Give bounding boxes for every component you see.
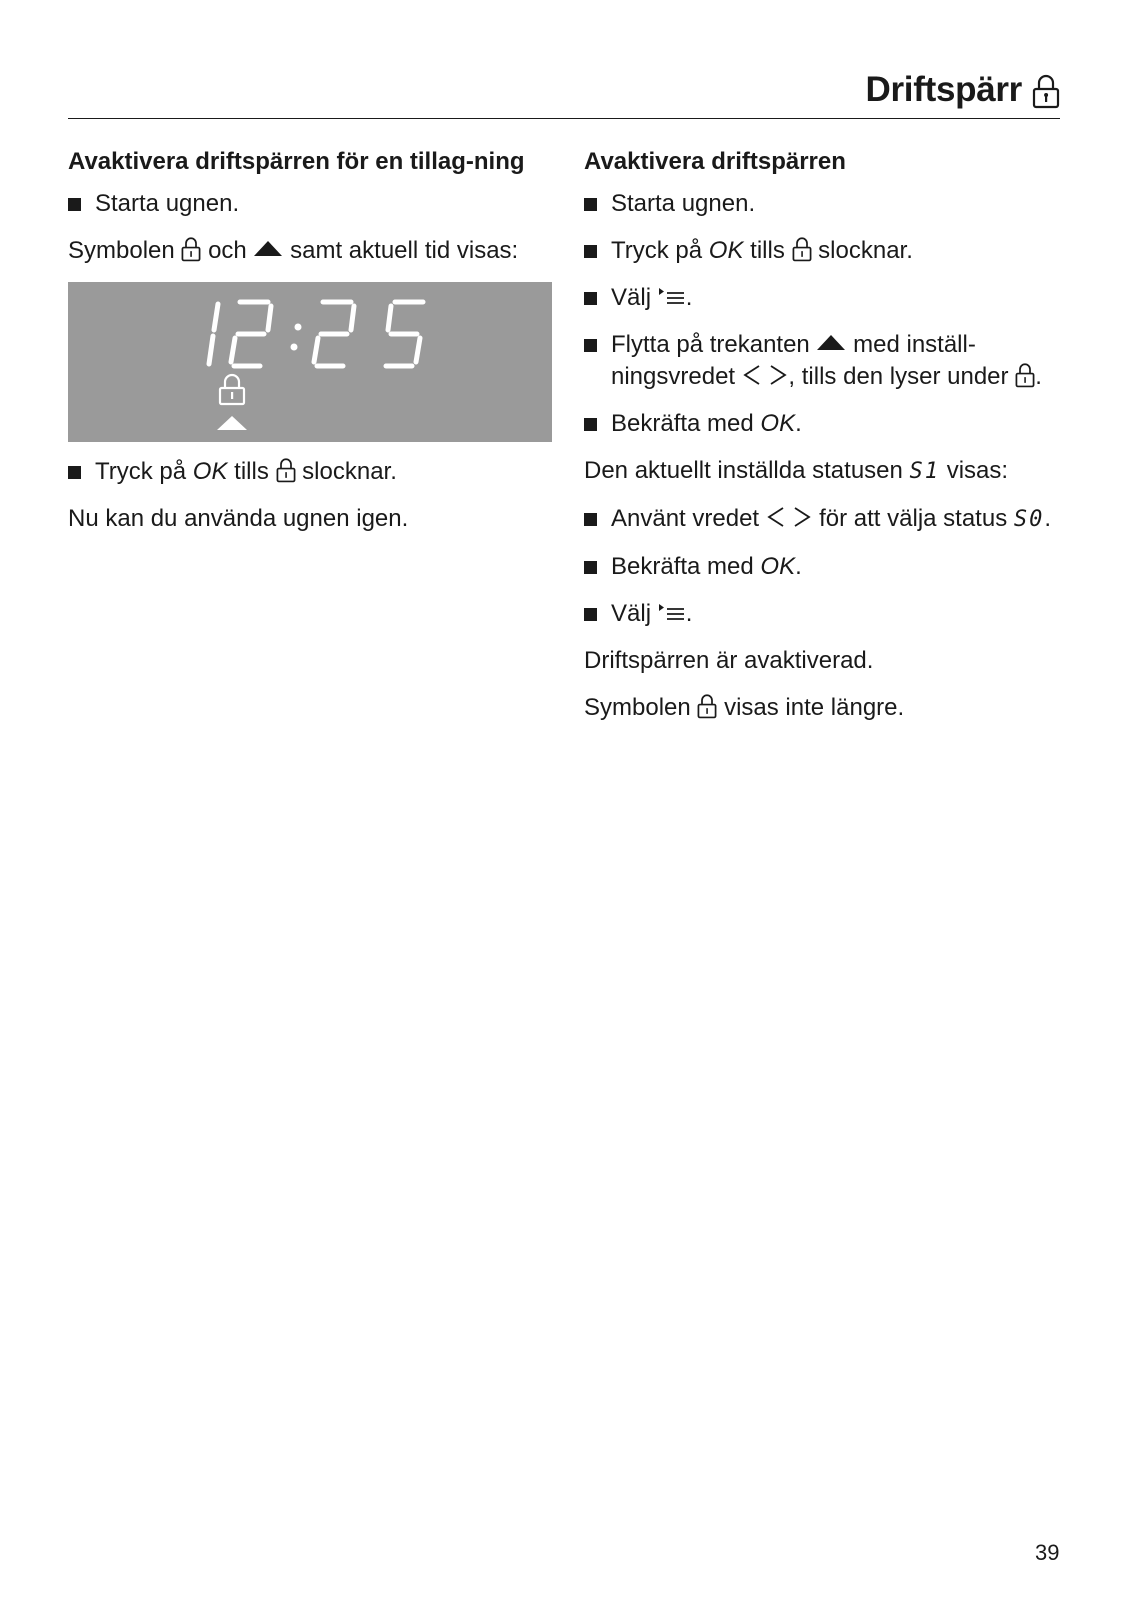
lock-icon	[792, 236, 812, 262]
status-code: S0	[1013, 507, 1045, 532]
step-press-ok	[584, 235, 1064, 267]
text-tills-den-lyser: , tills den lyser under	[788, 363, 1009, 390]
text-for-att-valja: för att välja status	[819, 505, 1008, 532]
text-period: .	[795, 410, 802, 437]
triangle-up-icon	[253, 239, 283, 259]
triangle-up-icon	[816, 333, 846, 353]
text-symbolen: Symbolen	[68, 237, 175, 264]
colon-dot	[291, 344, 298, 351]
text-slocknar: slocknar.	[818, 237, 913, 264]
menu-icon	[658, 602, 686, 624]
text-period: .	[685, 600, 693, 627]
ok-key-label: OK	[760, 553, 796, 580]
text-tryck-pa: Tryck på	[611, 237, 703, 264]
text-bekrafta: Bekräfta med	[611, 410, 754, 437]
page-title: Driftspärr	[865, 70, 1022, 109]
chevron-left-icon	[742, 364, 762, 386]
step-text: Starta ugnen.	[611, 190, 756, 217]
section-heading: Avaktivera driftspärren	[584, 148, 846, 175]
section-heading: Avaktivera driftspärren för en tillag-ning	[68, 148, 525, 175]
right-column	[584, 146, 1064, 739]
text-valj: Välj	[611, 284, 652, 311]
lock-icon	[220, 375, 244, 404]
display-graphic	[68, 282, 552, 442]
ok-key-label: OK	[192, 458, 228, 485]
step-select-menu	[584, 282, 1064, 314]
text-samt-aktuell-tid: samt aktuell tid visas:	[290, 237, 519, 264]
step-choose-status	[584, 503, 1064, 536]
text-anvant-vredet: Använt vredet	[611, 505, 760, 532]
step-start-oven	[68, 188, 556, 220]
text-och: och	[208, 237, 247, 264]
step-start-oven	[584, 188, 1064, 220]
text-period: .	[685, 284, 693, 311]
lock-icon	[1032, 73, 1060, 109]
page-number: 39	[1035, 1540, 1060, 1565]
text-den-aktuellt: Den aktuellt inställda statusen	[584, 457, 903, 484]
text-flytta: Flytta på trekanten	[611, 331, 810, 358]
step-confirm-ok	[584, 408, 1064, 440]
closing-text: Nu kan du använda ugnen igen.	[68, 505, 409, 532]
step-select-menu	[584, 598, 1064, 630]
status-code: S1	[909, 459, 941, 484]
oven-display	[68, 282, 552, 442]
lock-icon	[697, 693, 717, 719]
text-bekrafta: Bekräfta med	[611, 553, 754, 580]
menu-icon	[658, 286, 686, 308]
final-text-symbol	[584, 692, 1064, 724]
chevron-left-icon	[766, 506, 786, 528]
step-press-ok	[68, 456, 556, 488]
text-visas-inte: visas inte längre.	[724, 694, 905, 721]
step-move-triangle	[584, 329, 1064, 393]
lock-icon	[181, 236, 201, 262]
lock-icon	[1015, 362, 1035, 388]
lock-icon	[276, 457, 296, 483]
text-valj: Välj	[611, 600, 652, 627]
text-slocknar: slocknar.	[302, 458, 397, 485]
text-tills: tills	[234, 458, 269, 485]
page-header	[68, 62, 1060, 119]
text-tills: tills	[750, 237, 785, 264]
chevron-right-icon	[768, 364, 788, 386]
digit-1-segment	[214, 304, 218, 330]
text-period: .	[1044, 505, 1052, 532]
left-column	[68, 146, 556, 550]
ok-key-label: OK	[760, 410, 796, 437]
symbol-description	[68, 235, 556, 267]
text-tryck-pa: Tryck på	[95, 458, 187, 485]
digit-3-segment	[314, 338, 318, 362]
colon-dot	[295, 324, 302, 331]
text-period: .	[1035, 363, 1042, 390]
final-text: Driftspärren är avaktiverad.	[584, 647, 874, 674]
digit-4-segment	[388, 306, 391, 330]
text-visas: visas:	[946, 457, 1009, 484]
chevron-right-icon	[792, 506, 812, 528]
text-symbolen: Symbolen	[584, 694, 691, 721]
text-period: .	[795, 553, 802, 580]
digit-4-segment	[416, 338, 420, 362]
status-text	[584, 455, 1064, 488]
triangle-up-icon	[217, 416, 247, 430]
digit-2-segment	[268, 306, 271, 330]
digit-2-segment	[231, 338, 235, 362]
ok-key-label: OK	[708, 237, 744, 264]
digit-1-segment	[209, 336, 213, 364]
digit-3-segment	[351, 306, 354, 330]
step-text: Starta ugnen.	[95, 190, 240, 217]
text-med-installningsvredet: med inställ-ningsvredet	[611, 331, 976, 390]
step-confirm-ok	[584, 551, 1064, 583]
